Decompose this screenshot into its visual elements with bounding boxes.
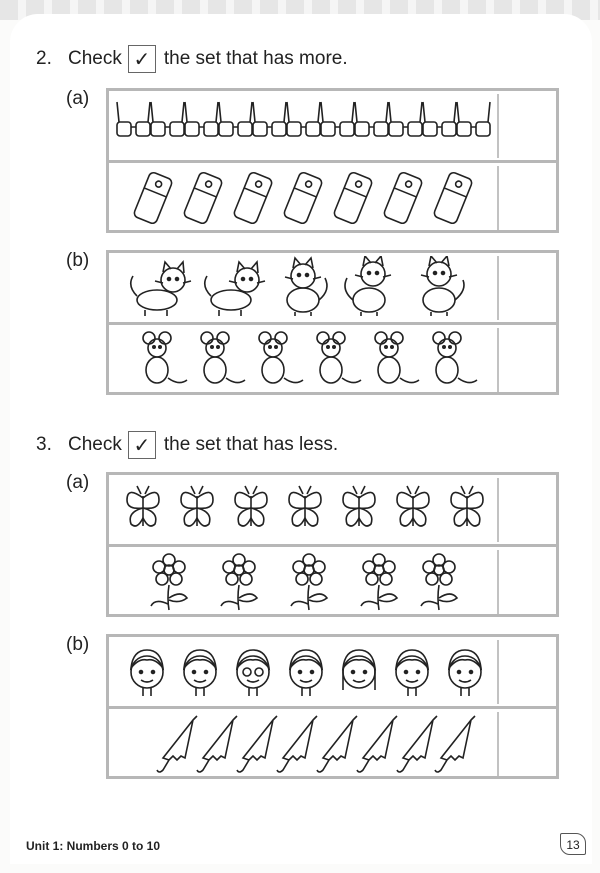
check-answer-cell[interactable] [499,709,556,778]
child-face-icon [343,650,375,690]
child-face-icon [237,650,269,696]
flower-set [113,550,499,614]
glasses-icon [423,102,456,136]
child-face-icon [290,650,322,696]
eraser-icon [333,171,373,224]
cat-icon [131,262,191,316]
question-2-instruction [36,45,348,73]
instruction-text: the set that has less. [163,434,339,455]
mouse-icon [433,332,477,383]
set-row [109,253,556,325]
umbrella-icon [197,716,237,772]
glasses-icon [321,102,354,136]
umbrella-icon [157,716,197,772]
comparison-table-3b [106,634,559,779]
child-face-icon [131,650,163,696]
check-answer-cell[interactable] [499,253,556,322]
cat-icon [345,256,391,316]
glasses-icon [117,102,150,136]
umbrella-set [113,712,499,776]
eraser-icon [433,171,473,224]
flower-icon [421,554,457,610]
mouse-set [113,328,499,392]
glasses-icon [389,102,422,136]
umbrella-icon [237,716,277,772]
umbrella-icon [357,716,397,772]
part-label: (b) [66,250,90,271]
glasses-icon [457,102,490,136]
eraser-set [113,166,499,230]
child-face-icon [396,650,428,696]
check-answer-cell[interactable] [499,547,556,616]
flower-icon [361,554,397,610]
umbrella-icon [435,716,475,772]
eraser-icon [283,171,323,224]
glasses-icon [253,102,286,136]
check-answer-cell[interactable] [499,475,556,544]
checkmark-sample-box: ✓ [128,45,156,73]
glasses-icon [355,102,388,136]
set-row [109,547,556,616]
comparison-table-2b [106,250,559,395]
butterfly-icon [181,486,213,526]
set-row [109,637,556,709]
mouse-icon [143,332,187,383]
cat-icon [205,262,265,316]
cat-icon [285,258,327,316]
glasses-icon [185,102,218,136]
butterfly-set [113,478,499,542]
set-row [109,91,556,163]
eraser-icon [183,171,223,224]
umbrella-icon [277,716,317,772]
comparison-table-2a [106,88,559,233]
butterfly-icon [343,486,375,526]
glasses-icon [151,102,184,136]
question-number: 2. [36,48,52,69]
part-label: (b) [66,634,90,655]
umbrella-icon [317,716,357,772]
cat-icon [421,256,464,316]
check-answer-cell[interactable] [499,637,556,706]
flower-icon [221,554,257,610]
eraser-icon [133,171,173,224]
mouse-icon [317,332,361,383]
eraser-icon [233,171,273,224]
glasses-icon [287,102,320,136]
checkmark-sample-box: ✓ [128,431,156,459]
page-number-tab: 13 [560,833,586,855]
cat-set [113,256,499,320]
check-answer-cell[interactable] [499,91,556,160]
flower-icon [151,554,187,610]
glasses-set [113,94,499,158]
question-3-instruction [36,431,338,459]
question-number: 3. [36,434,52,455]
butterfly-icon [127,486,159,526]
check-answer-cell[interactable] [499,163,556,232]
set-row [109,475,556,547]
child-face-icon [184,650,216,696]
footer-unit-label: Unit 1: Numbers 0 to 10 [26,839,161,853]
instruction-word: Check [68,48,122,69]
part-label: (a) [66,88,90,109]
mouse-icon [375,332,419,383]
flower-icon [291,554,327,610]
set-row [109,709,556,778]
part-label: (a) [66,472,90,493]
butterfly-icon [235,486,267,526]
set-row [109,163,556,232]
child-face-icon [449,650,481,696]
butterfly-icon [451,486,483,526]
umbrella-icon [397,716,437,772]
child-face-set [113,640,499,704]
instruction-text: the set that has more. [163,48,348,69]
check-answer-cell[interactable] [499,325,556,394]
mouse-icon [259,332,303,383]
butterfly-icon [397,486,429,526]
mouse-icon [201,332,245,383]
set-row [109,325,556,394]
butterfly-icon [289,486,321,526]
glasses-icon [219,102,252,136]
instruction-word: Check [68,434,122,455]
eraser-icon [383,171,423,224]
comparison-table-3a [106,472,559,617]
